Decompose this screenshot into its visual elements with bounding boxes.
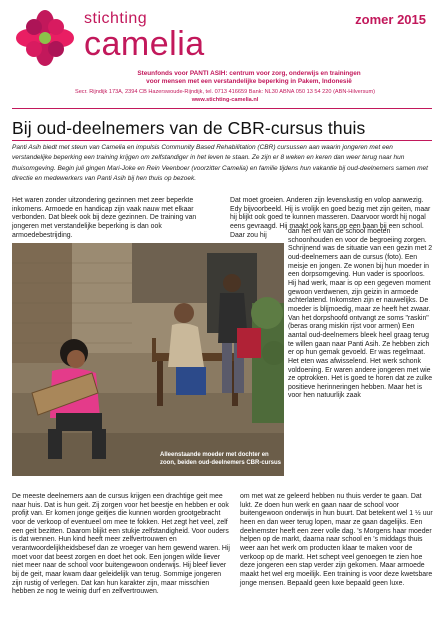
website-link[interactable]: www.stichting-camelia.nl bbox=[191, 97, 259, 103]
photo-caption: Alleenstaande moeder met dochter en zoon, beiden oud-deelnemers CBR-cursus bbox=[160, 452, 282, 466]
brand-stichting: stichting bbox=[84, 10, 148, 27]
paragraph: De meeste deelnemers aan de cursus krijgen een drachtige geit mee naar huis. Dat is hun geit. Zij zorgen voor het beestje en hebben er ook profijt van. Er komen jonge geitjes die kunnen worden grootgebracht voor de verkoop of eventueel om mee te fokken. Het zegt het veel, zelf een geit bezitten. Daarom blijkt een stukje zelfstandigheid. Voor ouders is dat wennen. Hun kind heeft meer zelfvertrouwen en verantwoordelijkheidsbesef dan ze vroeger van hem gewend waren. Hij moet voor dat beest zorgen en doet het ook. Een jongen wilde liever niet meer naar de school voor buitengewoon onderwijs. Hij bleef liever bij de geit, maar kwam daar geleidelijk van terug. Sommige jongeren zijn rustig of verlegen. Dat kan hun karakter zijn, maar misschien hebben ze nog te weinig durf en zelfvertrouwen. bbox=[12, 493, 230, 596]
header-divider-top bbox=[12, 108, 432, 109]
edition-label: zomer 2015 bbox=[355, 12, 426, 27]
article-title: Bij oud-deelnemers van de CBR-cursus thuis bbox=[12, 118, 366, 138]
paragraph: Dat moet groeien. Anderen zijn levenslustig en volop aanwezig. Edy bijvoorbeeld. Hij is vrolijk en goed bezig met zijn geiten, maar hij blijkt ook goed te kunnen masseren. Daarvoor wordt hij nogal eens gevraagd. Hij maakt ook kans op een baan bij een school. Daar zou hij bbox=[230, 197, 431, 239]
tagline-line-2: voor mensen met een verstandelijke beperking in Pakem, Indonesië bbox=[146, 78, 352, 85]
paragraph: dan het erf van de school moeten schoonhouden en voor de begroeiing zorgen. Schrijnend was de situatie van een gezin met 2 oud-deelnemers aan de cursus (foto). Een meisje en jongen. Ze wonen bij hun moeder in een dorpsomgeving. Hun vader is spoorloos. Hij had werk, maar is op een gegeven moment gewoon verdwenen, zijn geizin in armoede achterlatend. Inkomsten zijn er nauwelijks. De moeder is blijmoedig, maar ze heeft het zwaar. Van het dorpshoofd ontvangt ze soms "raskin" (beras orang miskin rijst voor armen) Een aantal oud-deelnemers bleek heel graag terug te willen gaan naar Panti Asih. Ze hebben zich er op hun gemak gevoeld. Er was regelmaat. Het eten was afwisselend. Het werk schonk voldoening. Er waren andere jongeren met wie ze optrokken. Het is goed te horen dat ze zulke positieve herinneringen hebben. Maar het is voor hen natuurlijk zaak bbox=[288, 228, 433, 400]
family-photo bbox=[12, 243, 284, 476]
photo-illustration bbox=[12, 243, 284, 476]
column-1-top bbox=[12, 197, 224, 240]
tagline bbox=[84, 70, 414, 86]
camelia-flower-logo-icon bbox=[10, 8, 80, 68]
header-divider-bottom bbox=[12, 140, 432, 141]
column-4 bbox=[240, 493, 434, 588]
column-3 bbox=[288, 228, 434, 401]
address-line: Secr. Rijndijk 173A, 2394 CB Hazerswoude-Rijndijk, tel. 0713 416659 Bank: NL30 ABNA 050 13 54 220 (ABN-Hilversum) bbox=[74, 89, 376, 95]
paragraph: Het waren zonder uitzondering gezinnen met zeer beperkte inkomens. Armoede en handicap zijn vaak nauw met elkaar verbonden. Dat bleek ook bij deze gezinnen. De training van jongeren met verstandelijke beperking is dan ook armoedebestrijding. bbox=[12, 197, 197, 239]
paragraph: om met wat ze geleerd hebben nu thuis verder te gaan. Dat lukt. Ze doen hun werk en gaan naar de school voor buitengewoon onderwijs in hun buurt. Dat betekent wel 1 ½ uur heen en dan weer terug lopen, maar ze gaan dagelijks. Een deelnemster heeft een zeer volle dag. 's Morgens haar moeder helpen op de markt, daarna naar school en 's middags thuis weer aan het werk om producten klaar te maken voor de verkoop op de markt. Het schept veel genoegen te zien hoe deze jongeren een stap verder zijn gekomen. Maar armoede maakt het wel erg moeilijk. Een training is voor deze kwetsbare jonge mensen. Bepaald geen luxe bepaald geen luxe. bbox=[240, 493, 433, 587]
column-1-bottom bbox=[12, 493, 230, 597]
brand-camelia: camelia bbox=[84, 25, 205, 63]
article-intro: Panti Asih biedt met steun van Camelia en impulsis Community Based Rehabilitation (CBR) cursussen aan waarin jongeren met een verstandelijke beperking een training krijgen om zelfstandiger in het leven te staan. Ze zijn er 8 weken en keren dan weer terug naar hun thuisomgeving. Begin juli gingen Mari-Joke en Rein Veenboer (voorzitter Camelia) en familie tijdens hun vakantie bij oud-deelnemers samen met directie en medewerkers van Panti Asih bij hen thuis op bezoek. bbox=[12, 144, 428, 183]
tagline-line-1: Steunfonds voor PANTI ASIH: centrum voor zorg, onderwijs en trainingen bbox=[137, 70, 361, 77]
